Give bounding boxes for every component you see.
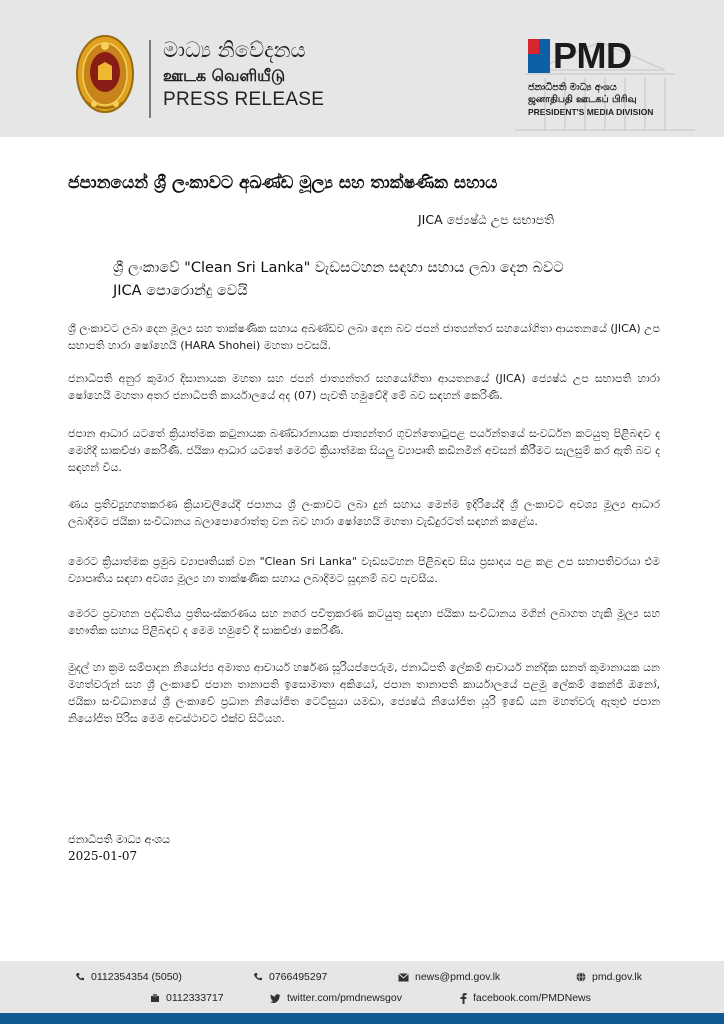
twitter-icon <box>270 994 281 1003</box>
footer-twitter <box>270 992 402 1004</box>
email-link[interactable]: news@pmd.gov.lk <box>415 971 501 983</box>
article-headline: ජපානයෙන් ශ්‍රී ලංකාවට අඛණ්ඩ මූල්‍ය සහ තාක්ෂණික සහාය <box>68 173 498 193</box>
paragraph: ජනාධිපති අනුර කුමාර දිසානායක මහතා සහ ජපන් ජාත්‍යන්තර සහයෝගිතා ආයතනයේ (JICA) ජ්‍යෙෂ්ඨ උප සභාපති හාරා ෂෝහෙයි මහතා අතර ජනාධිපති කාර්යාලයේ අද (07) පැවති හමුවේදී මේ බව සඳහන් කෙරිණි. <box>68 372 660 402</box>
contact-footer <box>0 961 724 1013</box>
pmd-subtitle <box>528 82 653 118</box>
footer-phone <box>75 971 182 983</box>
paragraph: මුදල් හා ක්‍රම සම්පාදන නියෝජ්‍ය අමාත්‍ය ආචාර්ය හර්ෂණ සූරියප්පෙරුම, ජනාධිපති ලේකම් ආචාර්ය නන්දික සනත් කුමානායක යන මහත්වරුන් සහ ශ්‍රී ලංකාවේ ජපාන තානාපති ඉසොමාතා අකියෝ, ජපාන තානාපති කාර්යාලයේ පළමු ලේකම් කෙන්ජි ඔනෝ, ජයිකා සංවිධානයේ ශ්‍රී ලංකාවේ ප්‍රධාන නියෝජිත ටෙට්සුයා යමඩා, ජ්‍යෙෂ්ඨ නියෝජිත යූරි ඉඩේ යන මහත්වරු ඇතුළු ජපාන නියෝජිත පිරිස මෙම අවස්ථාවට එක්ව සිටියහ. <box>68 661 660 725</box>
header-divider <box>149 40 151 118</box>
website-link[interactable]: pmd.gov.lk <box>592 971 642 983</box>
globe-icon <box>576 972 586 982</box>
pmd-sub-sinhala: ජනාධිපති මාධ්‍ය අංශය <box>528 82 617 93</box>
pmd-logo-mark <box>528 39 550 73</box>
footer-website <box>576 971 642 983</box>
footer-fax <box>150 992 224 1004</box>
twitter-link[interactable]: twitter.com/pmdnewsgov <box>287 992 402 1004</box>
paragraph: ශ්‍රී ලංකාවට ලබා දෙන මූල්‍ය සහ තාක්ෂණික සහාය අඛණ්ඩව ලබා දෙන බව ජපන් ජාත්‍යන්තර සහයෝගිතා ආයතනයේ (JICA) උප සභාපති හාරා ෂෝහෙයි (HARA Shohei) මහතා පවසයි. <box>68 322 660 352</box>
paragraph: ණය ප්‍රතිව්‍යුහගතකරණ ක්‍රියාවලියේදී ජපානය ශ්‍රී ලංකාවට ලබා දුන් සහාය මෙන්ම ඉදිරියේදී ශ්‍රී ලංකාවට අවශ්‍ය මූල්‍ය ආධාර ලබාදීමට ජයිකා සංවිධානය බලාපොරොත්තු වන බව හාරා ෂෝහෙයි මහතා වැඩිදුරටත් සඳහන් කළේය. <box>68 498 660 528</box>
title-english: PRESS RELEASE <box>163 89 325 110</box>
article-lead <box>113 257 633 303</box>
footer-bar <box>0 1013 724 1024</box>
facebook-icon <box>460 993 467 1004</box>
pmd-sub-tamil: ஜனாதிபதி ஊடகப் பிரிவு <box>528 94 637 105</box>
mail-icon <box>398 973 409 982</box>
phone-icon <box>75 972 85 982</box>
facebook-link[interactable]: facebook.com/PMDNews <box>473 992 591 1004</box>
sign-org: ජනාධිපති මාධ්‍ය අංශය <box>68 833 171 846</box>
footer-mobile <box>253 971 327 983</box>
article-subtitle: JICA ජ්‍යෙෂ්ඨ උප සභාපති <box>418 212 555 227</box>
article-body <box>68 320 660 743</box>
title-block <box>163 36 324 112</box>
emblem-icon <box>74 32 136 116</box>
fax-icon <box>150 993 160 1003</box>
lead-line-2: JICA පොරොන්දු වෙයි <box>113 283 248 299</box>
footer-email <box>398 971 500 983</box>
pmd-sub-english: PRESIDENT'S MEDIA DIVISION <box>528 107 654 117</box>
mobile-icon <box>253 972 263 982</box>
phone-number[interactable]: 0112354354 (5050) <box>91 971 182 983</box>
title-sinhala: මාධ්‍ය නිවේදනය <box>163 38 306 62</box>
pmd-logo-text: PMD <box>553 35 632 76</box>
fax-number[interactable]: 0112333717 <box>166 992 224 1004</box>
signature-block <box>68 832 170 864</box>
paragraph: මෙරට ක්‍රියාත්මක ප්‍රමුඛ ව්‍යාපෘතියක් වන "Clean Sri Lanka" වැඩසටහන පිළිබඳව සිය ප්‍රසාදය පළ කළ උප සභාපතිවරයා එම ව්‍යාපෘතිය සඳහා අවශ්‍ය මූල්‍ය හා තාක්ෂණික සහාය ලබාදීමට සූදානම් බව පැවසීය. <box>68 555 660 585</box>
pmd-logo <box>528 36 632 76</box>
paragraph: ජපාන ආධාර යටතේ ක්‍රියාත්මක කටුනායක බණ්ඩාරනායක ජාත්‍යන්තර ගුවන්තොටුපළ පර්යන්තයේ සංවර්ධන කටයුතු පිළිබඳව ද මෙහිදී සාකච්ඡා කෙරිණි. ජයිකා ආධාර යටතේ මෙරට ක්‍රියාත්මක සියලු ව්‍යාපෘති කඩිනමින් අවසන් කිරීමට සැලසුම් කර ඇති බව ද සඳහන් විය. <box>68 427 660 474</box>
mobile-number[interactable]: 0766495297 <box>269 971 328 983</box>
lead-line-1: ශ්‍රී ලංකාවේ "Clean Sri Lanka" වැඩසටහන සඳහා සහාය ලබා දෙන බවට <box>113 260 564 276</box>
sign-date: 2025-01-07 <box>68 849 138 863</box>
footer-facebook <box>460 992 591 1004</box>
paragraph: මෙරට ප්‍රවාහන පද්ධතිය ප්‍රතිසංස්කරණය සහ නගර පවිත්‍රකරණ කටයුතු සඳහා ජයිකා සංවිධානය මගින් ලබාගත හැකි මූල්‍ය සහ භෞතික සහාය පිළිබඳව ද මෙම හමුවේ දී සාකච්ඡා කෙරිණි. <box>68 607 660 637</box>
title-tamil: ஊடக வெளியீடு <box>163 66 286 85</box>
press-release-header <box>0 0 724 137</box>
